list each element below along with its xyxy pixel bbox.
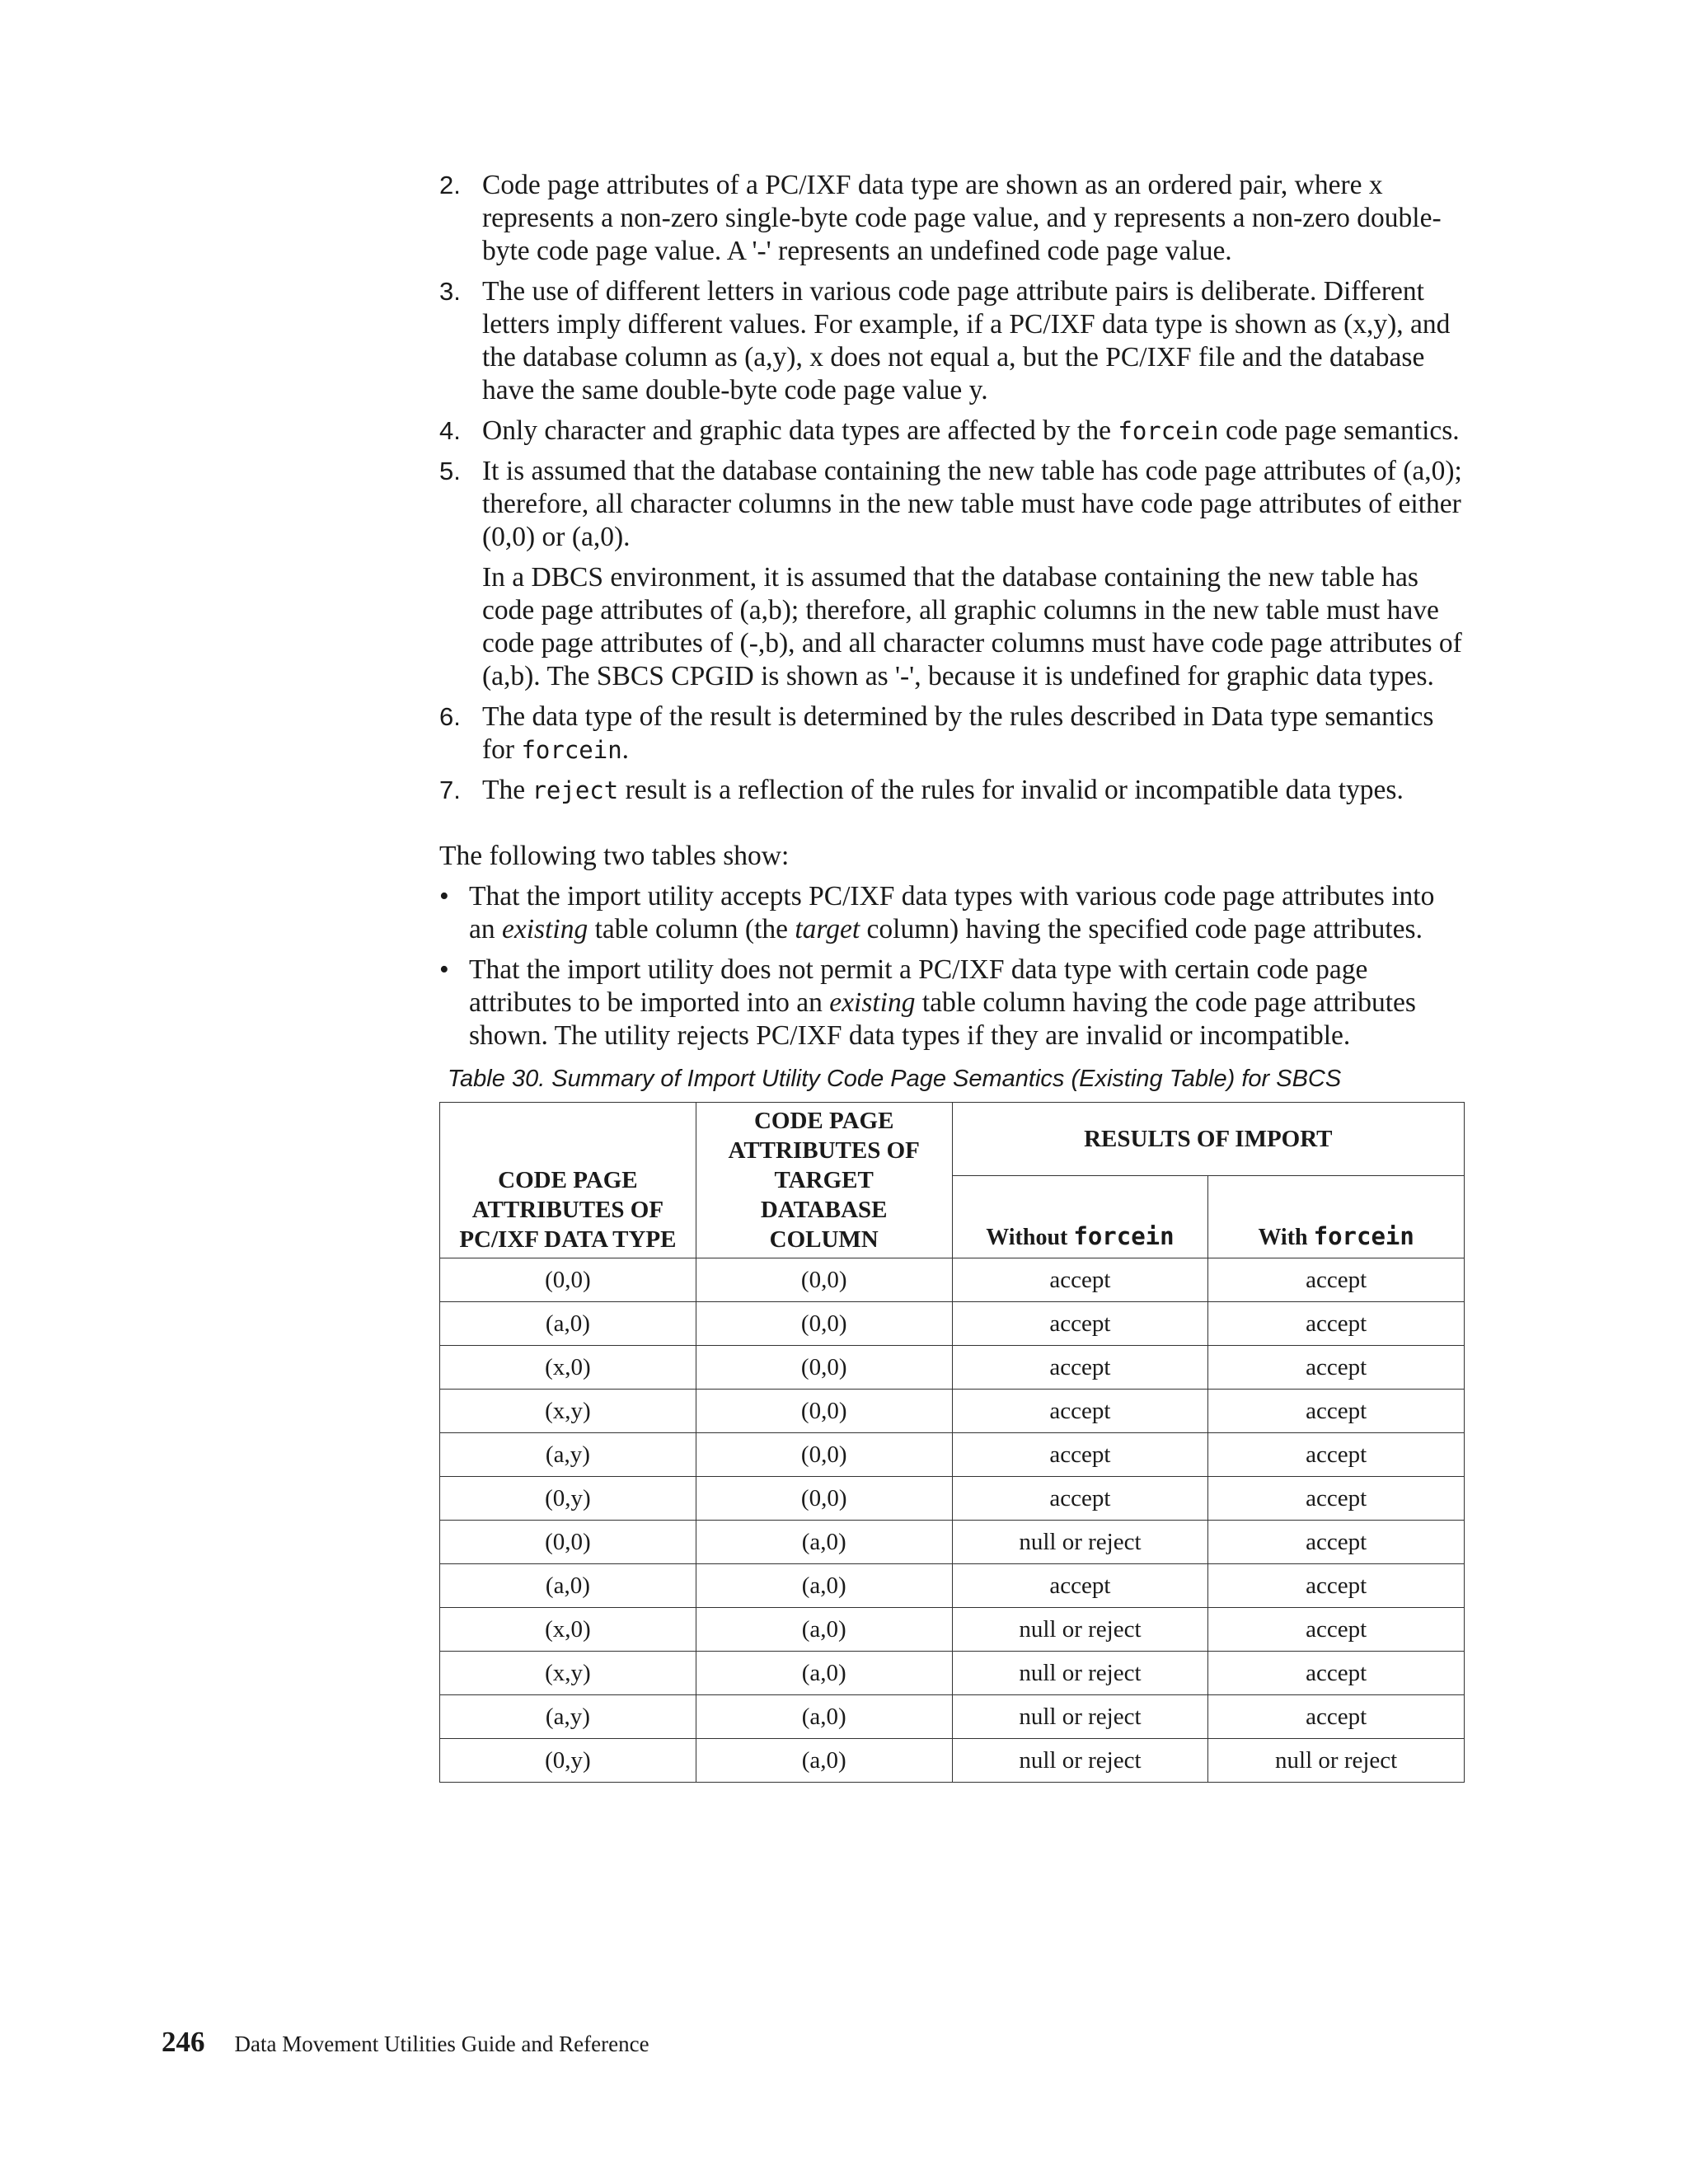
text-run: Code page attributes of a PC/IXF data type are shown as an ordered pair, where x represents a non-zero single-byte code page value, and y represents a non-zero double-byte code page value. A '-' represents an undefined code page value. [482, 170, 1442, 266]
cell-without-forcein: accept [952, 1564, 1208, 1608]
cell-with-forcein: accept [1208, 1564, 1465, 1608]
cell-with-forcein: accept [1208, 1521, 1465, 1564]
bullet-dot-icon: • [439, 881, 449, 912]
header-line: CODE PAGE [498, 1167, 638, 1193]
cell-target-attributes: (0,0) [696, 1258, 952, 1302]
table-caption: Table 30. Summary of Import Utility Code Page Semantics (Existing Table) for SBCS [448, 1066, 1342, 1092]
header-line: ATTRIBUTES OF [728, 1137, 920, 1164]
table-row [440, 1608, 1465, 1652]
text-run: column) having the specified code page attributes. [860, 914, 1423, 944]
note-number: 7. [439, 776, 461, 804]
cell-target-attributes: (a,0) [696, 1695, 952, 1739]
header-line: TARGET [774, 1167, 874, 1193]
table-row [440, 1302, 1465, 1346]
emphasis-text: existing [502, 914, 588, 944]
table-row [440, 1433, 1465, 1477]
cell-with-forcein: accept [1208, 1302, 1465, 1346]
page-number: 246 [162, 2026, 205, 2058]
cell-pcixf-attributes: (x,0) [440, 1608, 696, 1652]
cell-with-forcein: accept [1208, 1652, 1465, 1695]
header-line: CODE PAGE [753, 1108, 894, 1134]
text-run: The use of different letters in various code page attribute pairs is deliberate. Different letters imply different values. For example, if a PC/IXF data type is shown as (x,y), and the database column as (a,y), x does not equal a, but the PC/IXF file and the database have the same double-byte code page value y. [482, 276, 1451, 405]
note-text [482, 276, 1450, 405]
cell-without-forcein: null or reject [952, 1608, 1208, 1652]
text-run: That the import utility accepts PC/IXF data types with various code page attributes into an [469, 881, 1435, 944]
forcein-keyword: forcein [1313, 1222, 1414, 1250]
cell-without-forcein: accept [952, 1477, 1208, 1521]
text-run: table column (the [588, 914, 795, 944]
cell-pcixf-attributes: (0,0) [440, 1258, 696, 1302]
table-row [440, 1477, 1465, 1521]
cell-with-forcein: accept [1208, 1346, 1465, 1390]
table-row [440, 1652, 1465, 1695]
cell-without-forcein: null or reject [952, 1521, 1208, 1564]
cell-without-forcein: accept [952, 1433, 1208, 1477]
cell-target-attributes: (a,0) [696, 1608, 952, 1652]
bullet-item [439, 880, 1465, 946]
note-text [482, 170, 1442, 266]
text-run: result is a reflection of the rules for invalid or incompatible data types. [618, 775, 1404, 805]
header-with-forcein [1208, 1175, 1465, 1258]
text-run: Only character and graphic data types are affected by the [482, 415, 1118, 446]
cell-pcixf-attributes: (x,0) [440, 1346, 696, 1390]
cell-with-forcein: accept [1208, 1433, 1465, 1477]
note-item [439, 455, 1465, 693]
code-page-semantics-table [439, 1102, 1465, 1783]
without-label: Without [986, 1225, 1068, 1250]
header-target-database-column [696, 1103, 952, 1258]
table-row [440, 1564, 1465, 1608]
note-number: 3. [439, 277, 461, 306]
book-title: Data Movement Utilities Guide and Reference [234, 2032, 649, 2056]
note-number: 5. [439, 457, 461, 485]
note-text [482, 775, 1404, 805]
cell-pcixf-attributes: (0,y) [440, 1477, 696, 1521]
cell-with-forcein: accept [1208, 1477, 1465, 1521]
text-run: code page semantics. [1218, 415, 1460, 446]
bullet-text [469, 881, 1434, 944]
text-run: It is assumed that the database containing the new table has code page attributes of (a,0); therefore, all character columns in the new table must have code page attributes of either (0,0) or (a,0). [482, 456, 1462, 552]
header-pcixf-data-type [440, 1103, 696, 1258]
note-text [482, 456, 1462, 552]
note-text [482, 701, 1433, 765]
note-item [439, 275, 1465, 407]
table-row [440, 1346, 1465, 1390]
cell-target-attributes: (0,0) [696, 1302, 952, 1346]
cell-pcixf-attributes: (a,y) [440, 1433, 696, 1477]
page-content [439, 169, 1465, 1783]
cell-pcixf-attributes: (a,0) [440, 1564, 696, 1608]
cell-without-forcein: null or reject [952, 1652, 1208, 1695]
table-row [440, 1521, 1465, 1564]
table-row [440, 1739, 1465, 1783]
cell-with-forcein: accept [1208, 1608, 1465, 1652]
header-line: ATTRIBUTES OF [471, 1197, 664, 1223]
header-results-of-import: RESULTS OF IMPORT [952, 1103, 1464, 1176]
code-keyword: forcein [521, 736, 622, 764]
emphasis-text: target [795, 914, 860, 944]
cell-with-forcein: null or reject [1208, 1739, 1465, 1783]
header-line: COLUMN [769, 1226, 879, 1253]
cell-without-forcein: accept [952, 1258, 1208, 1302]
cell-target-attributes: (a,0) [696, 1564, 952, 1608]
text-run: table column having the code page attributes shown. The utility rejects PC/IXF data types if they are invalid or incompatible. [469, 987, 1416, 1051]
table-body [440, 1258, 1465, 1783]
cell-pcixf-attributes: (x,y) [440, 1390, 696, 1433]
cell-target-attributes: (0,0) [696, 1390, 952, 1433]
note-number: 2. [439, 171, 461, 199]
text-run: That the import utility does not permit a PC/IXF data type with certain code page attributes to be imported into an [469, 954, 1368, 1018]
cell-with-forcein: accept [1208, 1695, 1465, 1739]
table-row [440, 1695, 1465, 1739]
text-run: . [621, 734, 630, 765]
cell-without-forcein: accept [952, 1302, 1208, 1346]
note-number: 6. [439, 702, 461, 731]
note-text [482, 415, 1460, 446]
with-label: With [1258, 1225, 1308, 1250]
cell-pcixf-attributes: (a,0) [440, 1302, 696, 1346]
header-line: DATABASE [760, 1197, 888, 1223]
intro-paragraph: The following two tables show: [439, 841, 790, 871]
note-number: 4. [439, 416, 461, 445]
cell-without-forcein: accept [952, 1346, 1208, 1390]
cell-pcixf-attributes: (0,y) [440, 1739, 696, 1783]
cell-without-forcein: null or reject [952, 1739, 1208, 1783]
note-item [439, 701, 1465, 766]
bullet-item [439, 954, 1465, 1052]
page-footer [162, 2026, 649, 2059]
cell-with-forcein: accept [1208, 1258, 1465, 1302]
bullet-list [439, 880, 1465, 1052]
table-row [440, 1390, 1465, 1433]
forcein-keyword: forcein [1073, 1222, 1175, 1250]
cell-with-forcein: accept [1208, 1390, 1465, 1433]
note-item [439, 415, 1465, 448]
note-item [439, 774, 1465, 807]
cell-pcixf-attributes: (a,y) [440, 1695, 696, 1739]
header-without-forcein [952, 1175, 1208, 1258]
cell-target-attributes: (0,0) [696, 1477, 952, 1521]
text-run: The data type of the result is determined by the rules described in Data type semantics for [482, 701, 1434, 765]
cell-target-attributes: (a,0) [696, 1521, 952, 1564]
text-run: The [482, 775, 532, 805]
cell-without-forcein: null or reject [952, 1695, 1208, 1739]
note-item [439, 169, 1465, 268]
header-line: PC/IXF DATA TYPE [459, 1226, 677, 1253]
cell-pcixf-attributes: (0,0) [440, 1521, 696, 1564]
cell-pcixf-attributes: (x,y) [440, 1652, 696, 1695]
cell-target-attributes: (0,0) [696, 1346, 952, 1390]
code-keyword: forcein [1118, 417, 1219, 445]
cell-target-attributes: (a,0) [696, 1652, 952, 1695]
code-keyword: reject [532, 776, 619, 804]
emphasis-text: existing [829, 987, 916, 1018]
table-row [440, 1258, 1465, 1302]
cell-without-forcein: accept [952, 1390, 1208, 1433]
cell-target-attributes: (0,0) [696, 1433, 952, 1477]
cell-target-attributes: (a,0) [696, 1739, 952, 1783]
numbered-notes [439, 169, 1465, 807]
bullet-text [469, 954, 1416, 1051]
bullet-dot-icon: • [439, 954, 449, 985]
note-extra-paragraph: In a DBCS environment, it is assumed that the database containing the new table has code page attributes of (a,b); therefore, all graphic columns in the new table must have code page attributes of (-,b), and all character columns must have code page attributes of (a,b). The SBCS CPGID is shown as '-', because it is undefined for graphic data types. [482, 562, 1462, 691]
